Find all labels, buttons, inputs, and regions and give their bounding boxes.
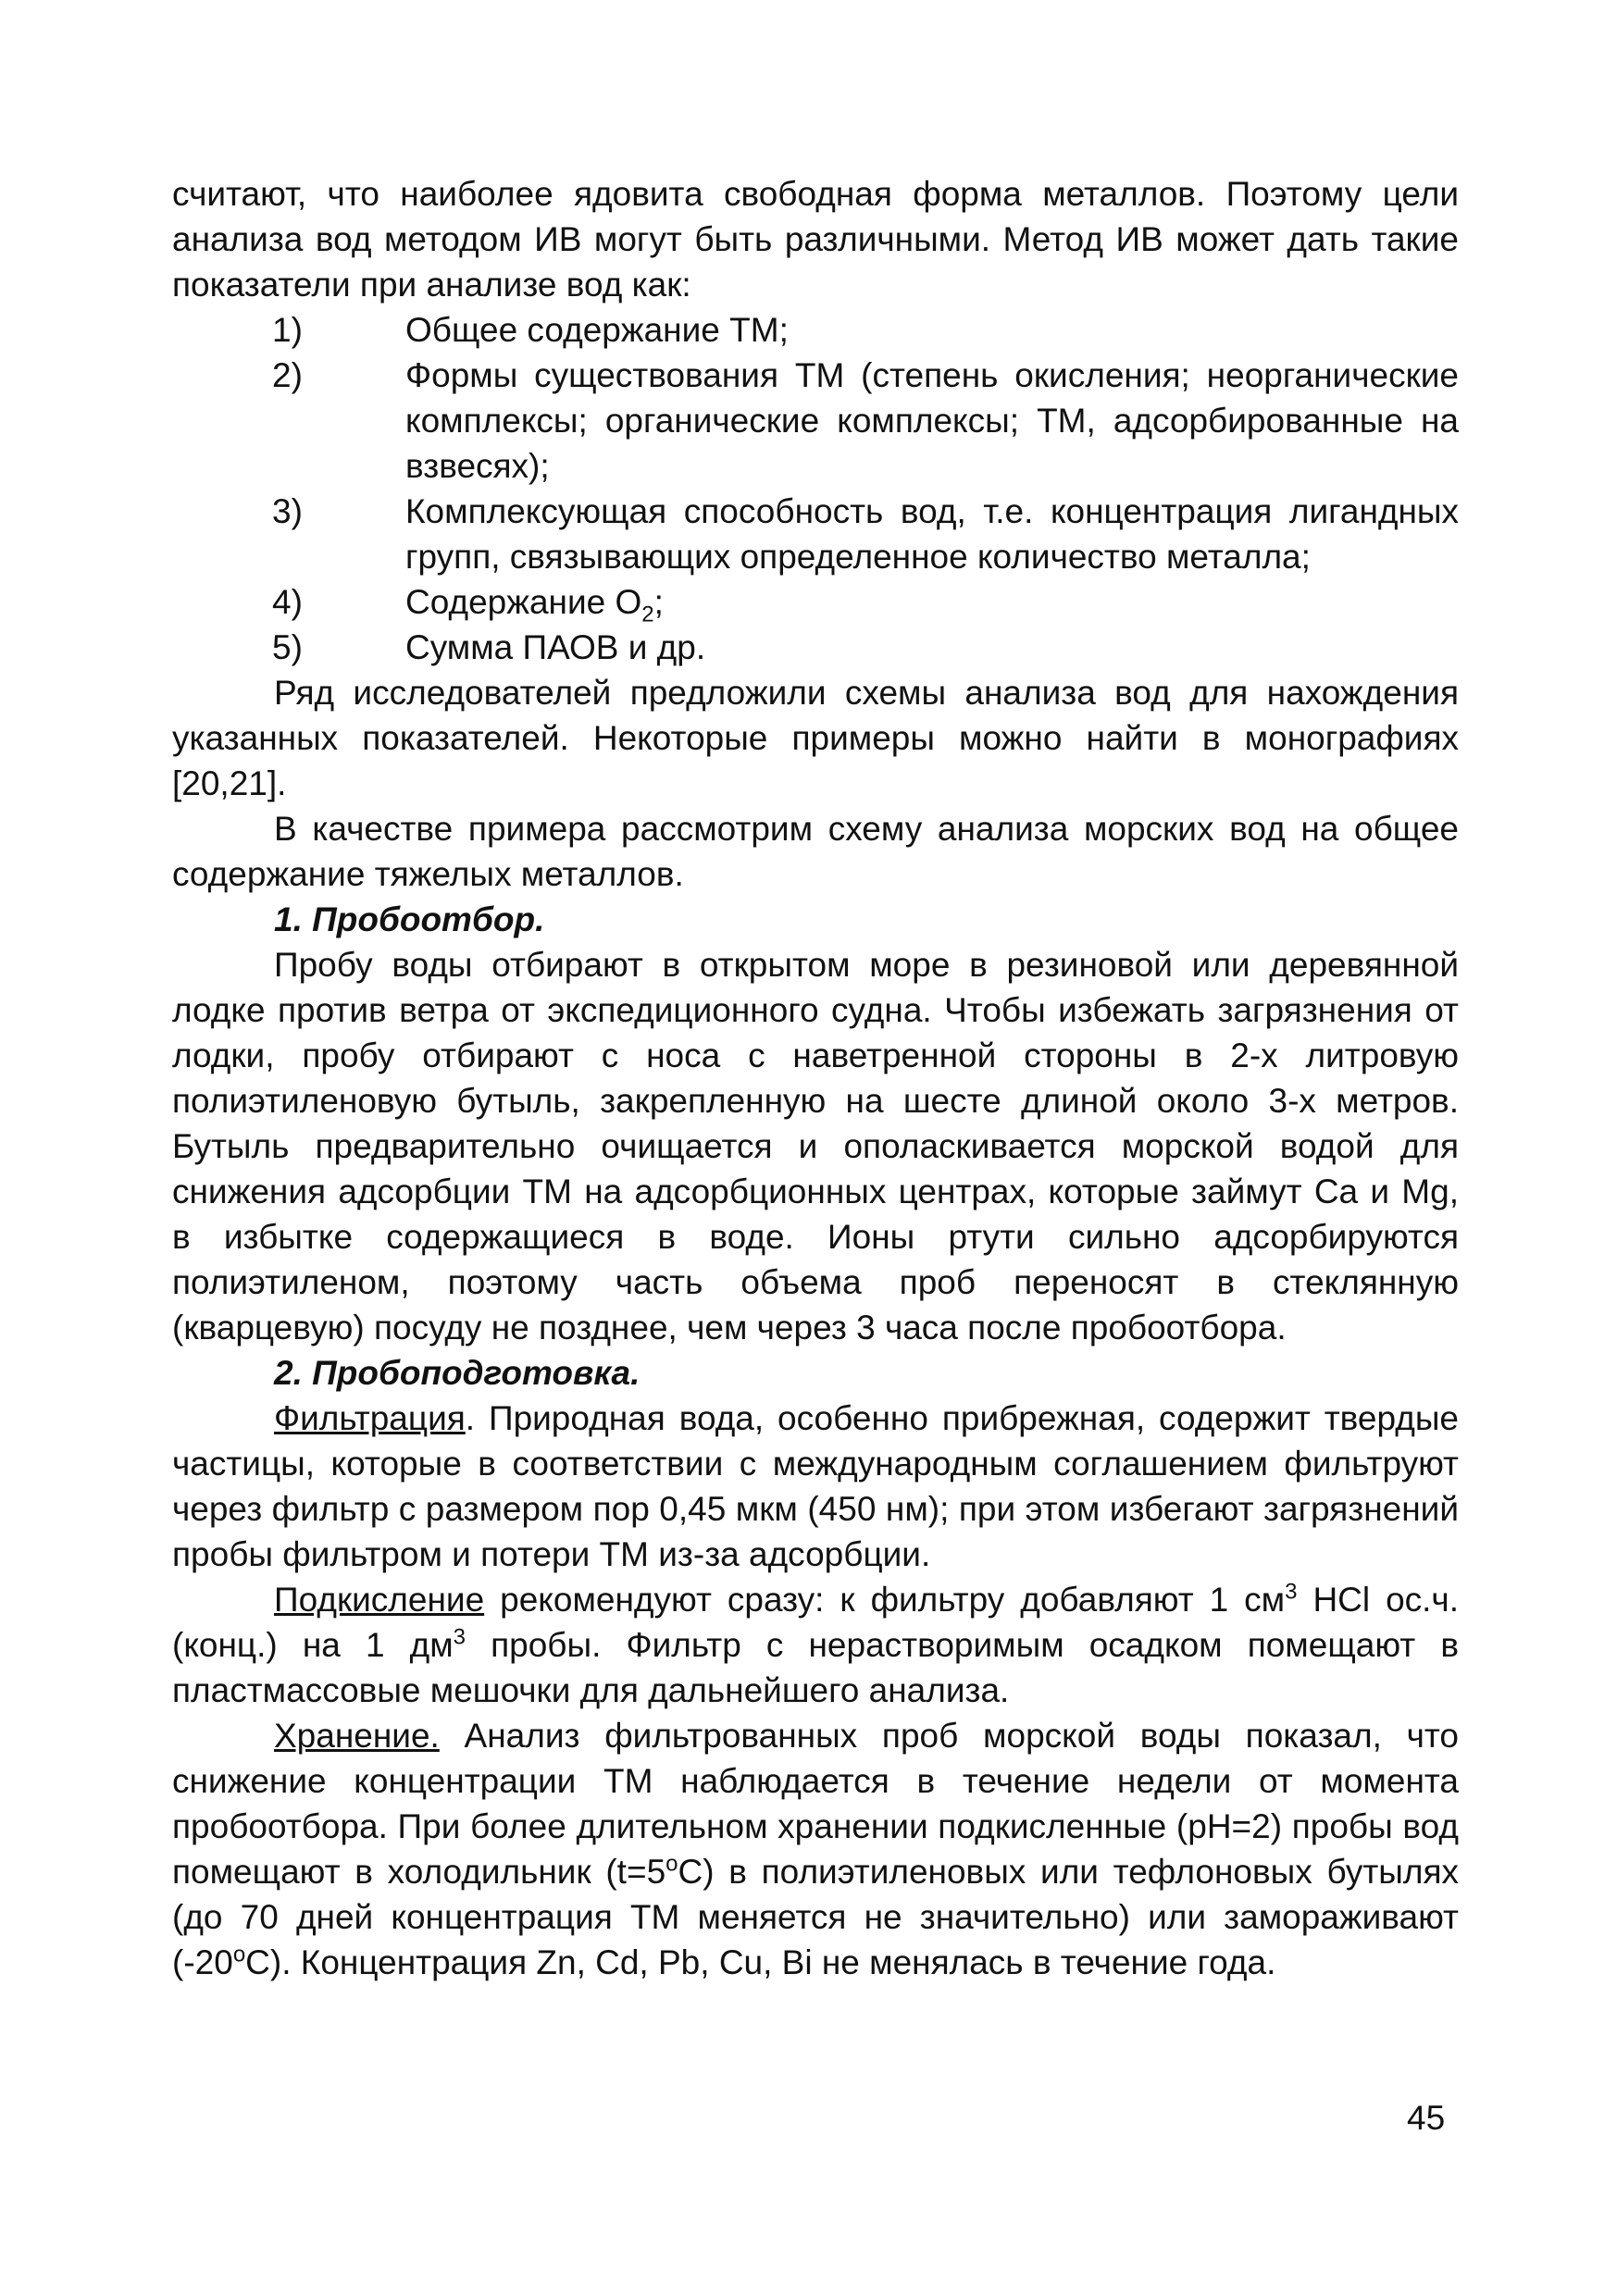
paragraph-sampling: Пробу воды отбирают в открытом море в резиновой или деревянной лодке против ветра от экспедиционного судна. Чтобы избежать загрязнения от лодки, пробу отбирают с носа с наветренной стороны в 2-х литровую полиэтиленовую бутыль, закрепленную на шесте длиной около 3-х метров. Бутыль предварительно очищается и ополаскивается морской водой для снижения адсорбции ТМ на адсорбционных центрах, которые займут Ca и Mg, в избытке содержащиеся в воде. Ионы ртути сильно адсорбируются полиэтиленом, поэтому часть объема проб переносят в стеклянную (кварцевую) посуду не позднее, чем через 3 часа после пробоотбора. — [172, 946, 1459, 1347]
paragraph-filtration: Фильтрация. Природная вода, особенно прибрежная, содержит твердые частицы, которые в соответствии с международным соглашением фильтруют через фильтр с размером пор 0,45 мкм (450 нм); при этом избегают загрязнений пробы фильтром и потери ТМ из-за адсорбции. — [172, 1399, 1459, 1573]
term-storage: Хранение. — [274, 1717, 440, 1755]
section-heading-preparation: 2. Пробоподготовка. — [274, 1354, 641, 1392]
list-item: 4) Содержание $O_2$; — [272, 583, 664, 627]
page-body — [172, 171, 1459, 1985]
page-number: 45 — [1407, 2099, 1446, 2137]
paragraph-storage: Хранение. Анализ фильтрованных проб морской воды показал, что снижение концентрации ТМ наблюдается в течение недели от момента пробоотбора. При более длительном хранении подкисленные (pH=2) пробы вод помещают в холодильник $(t=5^oC)$ в полиэтиленовых или тефлоновых бутылях (до 70 дней концентрация ТМ меняется не значительно) или замораживают (-20$^o$C). Концентрация Zn, Cd, Pb, Cu, Bi не менялась в течение года. — [172, 1717, 1460, 1981]
list-item: 5) Сумма ПАОВ и др. — [272, 628, 706, 666]
section-heading-sampling: 1. Пробоотбор. — [274, 900, 545, 938]
paragraph-example: В качестве примера рассмотрим схему анализа морских вод на общее содержание тяжелых металлов. — [172, 810, 1459, 893]
indicator-list — [172, 307, 1459, 670]
paragraph-researchers: Ряд исследователей предложили схемы анализа вод для нахождения указанных показателей. Некоторые примеры можно найти в монографиях [20,21]. — [172, 674, 1459, 802]
list-item: 3) Комплексующая способность вод, т.е. концентрация лигандных групп, связывающих определенное количество металла; — [272, 492, 1459, 576]
term-filtration: Фильтрация — [274, 1399, 466, 1437]
paragraph-intro: считают, что наиболее ядовита свободная форма металлов. Поэтому цели анализа вод методом ИВ могут быть различными. Метод ИВ может дать такие показатели при анализе вод как: — [172, 175, 1459, 304]
paragraph-acidification: Подкисление рекомендуют сразу: к фильтру добавляют 1 $см^3$ HCl ос.ч. (конц.) на 1 $дм^3$ пробы. Фильтр с нерастворимым осадком помещают в пластмассовые мешочки для дальнейшего анализа. — [172, 1579, 1459, 1709]
term-acidification: Подкисление — [274, 1581, 485, 1619]
list-item: 1) Общее содержание ТМ; — [272, 311, 789, 349]
list-item: 2) Формы существования ТМ (степень окисления; неорганические комплексы; органические комплексы; ТМ, адсорбированные на взвесях); — [272, 356, 1459, 485]
